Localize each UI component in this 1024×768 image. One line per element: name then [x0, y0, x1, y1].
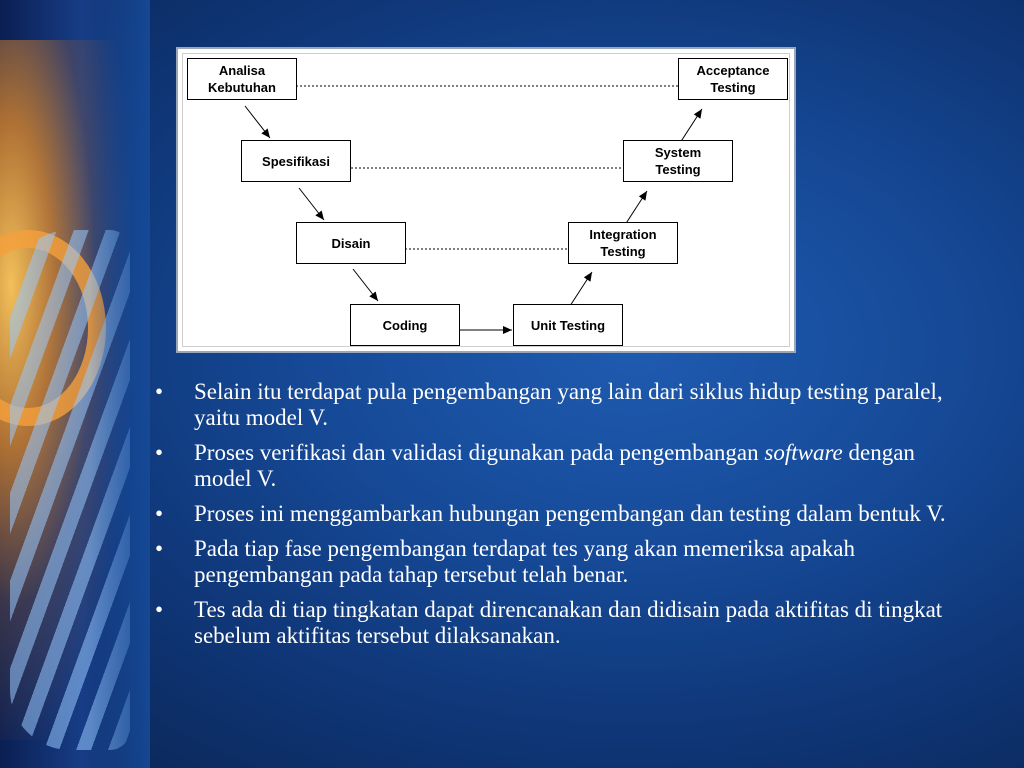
- bullet-emphasis: software: [764, 440, 843, 465]
- arrow-analisa-spesifikasi: [245, 106, 270, 138]
- decorative-gear-strip: [0, 0, 150, 768]
- node-label: System Testing: [654, 145, 702, 177]
- bullet-text: Tes ada di tiap tingkatan dapat direncanakan dan didisain pada aktifitas di tingkat sebelum aktifitas tersebut dilaksanakan.: [194, 597, 943, 648]
- bullet-dot: •: [155, 379, 164, 404]
- node-coding: [350, 304, 460, 346]
- node-label: Analisa Kebutuhan: [208, 63, 276, 95]
- node-label: Integration Testing: [589, 227, 657, 259]
- node-integration-testing: [568, 222, 678, 264]
- strip-shade: [90, 0, 150, 768]
- bullet-dot: •: [155, 597, 164, 622]
- bullet-text: Proses ini menggambarkan hubungan pengembangan dan testing dalam bentuk V.: [194, 501, 946, 526]
- arrow-spesifikasi-disain: [299, 188, 324, 220]
- bullet-dot: •: [155, 440, 164, 465]
- node-acceptance-testing: [678, 58, 788, 100]
- node-system-testing: [623, 140, 733, 182]
- bullet-item: [155, 597, 975, 649]
- v-model-diagram: [176, 47, 796, 353]
- node-unit-testing: [513, 304, 623, 346]
- bullet-text-before: Proses verifikasi dan validasi digunakan pada pengembangan: [194, 440, 765, 465]
- node-label: Disain: [331, 235, 371, 251]
- node-analisa-kebutuhan: [187, 58, 297, 100]
- node-label: Coding: [382, 317, 428, 333]
- bullet-text: Pada tiap fase pengembangan terdapat tes yang akan memeriksa apakah pengembangan pada tahap tersebut telah benar.: [194, 536, 855, 587]
- node-spesifikasi: [241, 140, 351, 182]
- bullet-text: Selain itu terdapat pula pengembangan yang lain dari siklus hidup testing paralel, yaitu model V.: [194, 379, 943, 430]
- bullet-dot: •: [155, 536, 164, 561]
- node-label: Acceptance Testing: [696, 63, 770, 95]
- node-label: Unit Testing: [530, 317, 606, 333]
- bullet-item: [155, 379, 975, 431]
- arrow-disain-coding: [353, 269, 378, 301]
- bullet-item: [155, 536, 975, 588]
- bullet-item: [155, 501, 975, 527]
- node-label: Spesifikasi: [262, 153, 330, 169]
- bullet-item: [155, 440, 975, 492]
- bullet-dot: •: [155, 501, 164, 526]
- node-disain: [296, 222, 406, 264]
- bullet-text-after: dengan model V.: [194, 440, 915, 491]
- bullet-list: [155, 379, 975, 658]
